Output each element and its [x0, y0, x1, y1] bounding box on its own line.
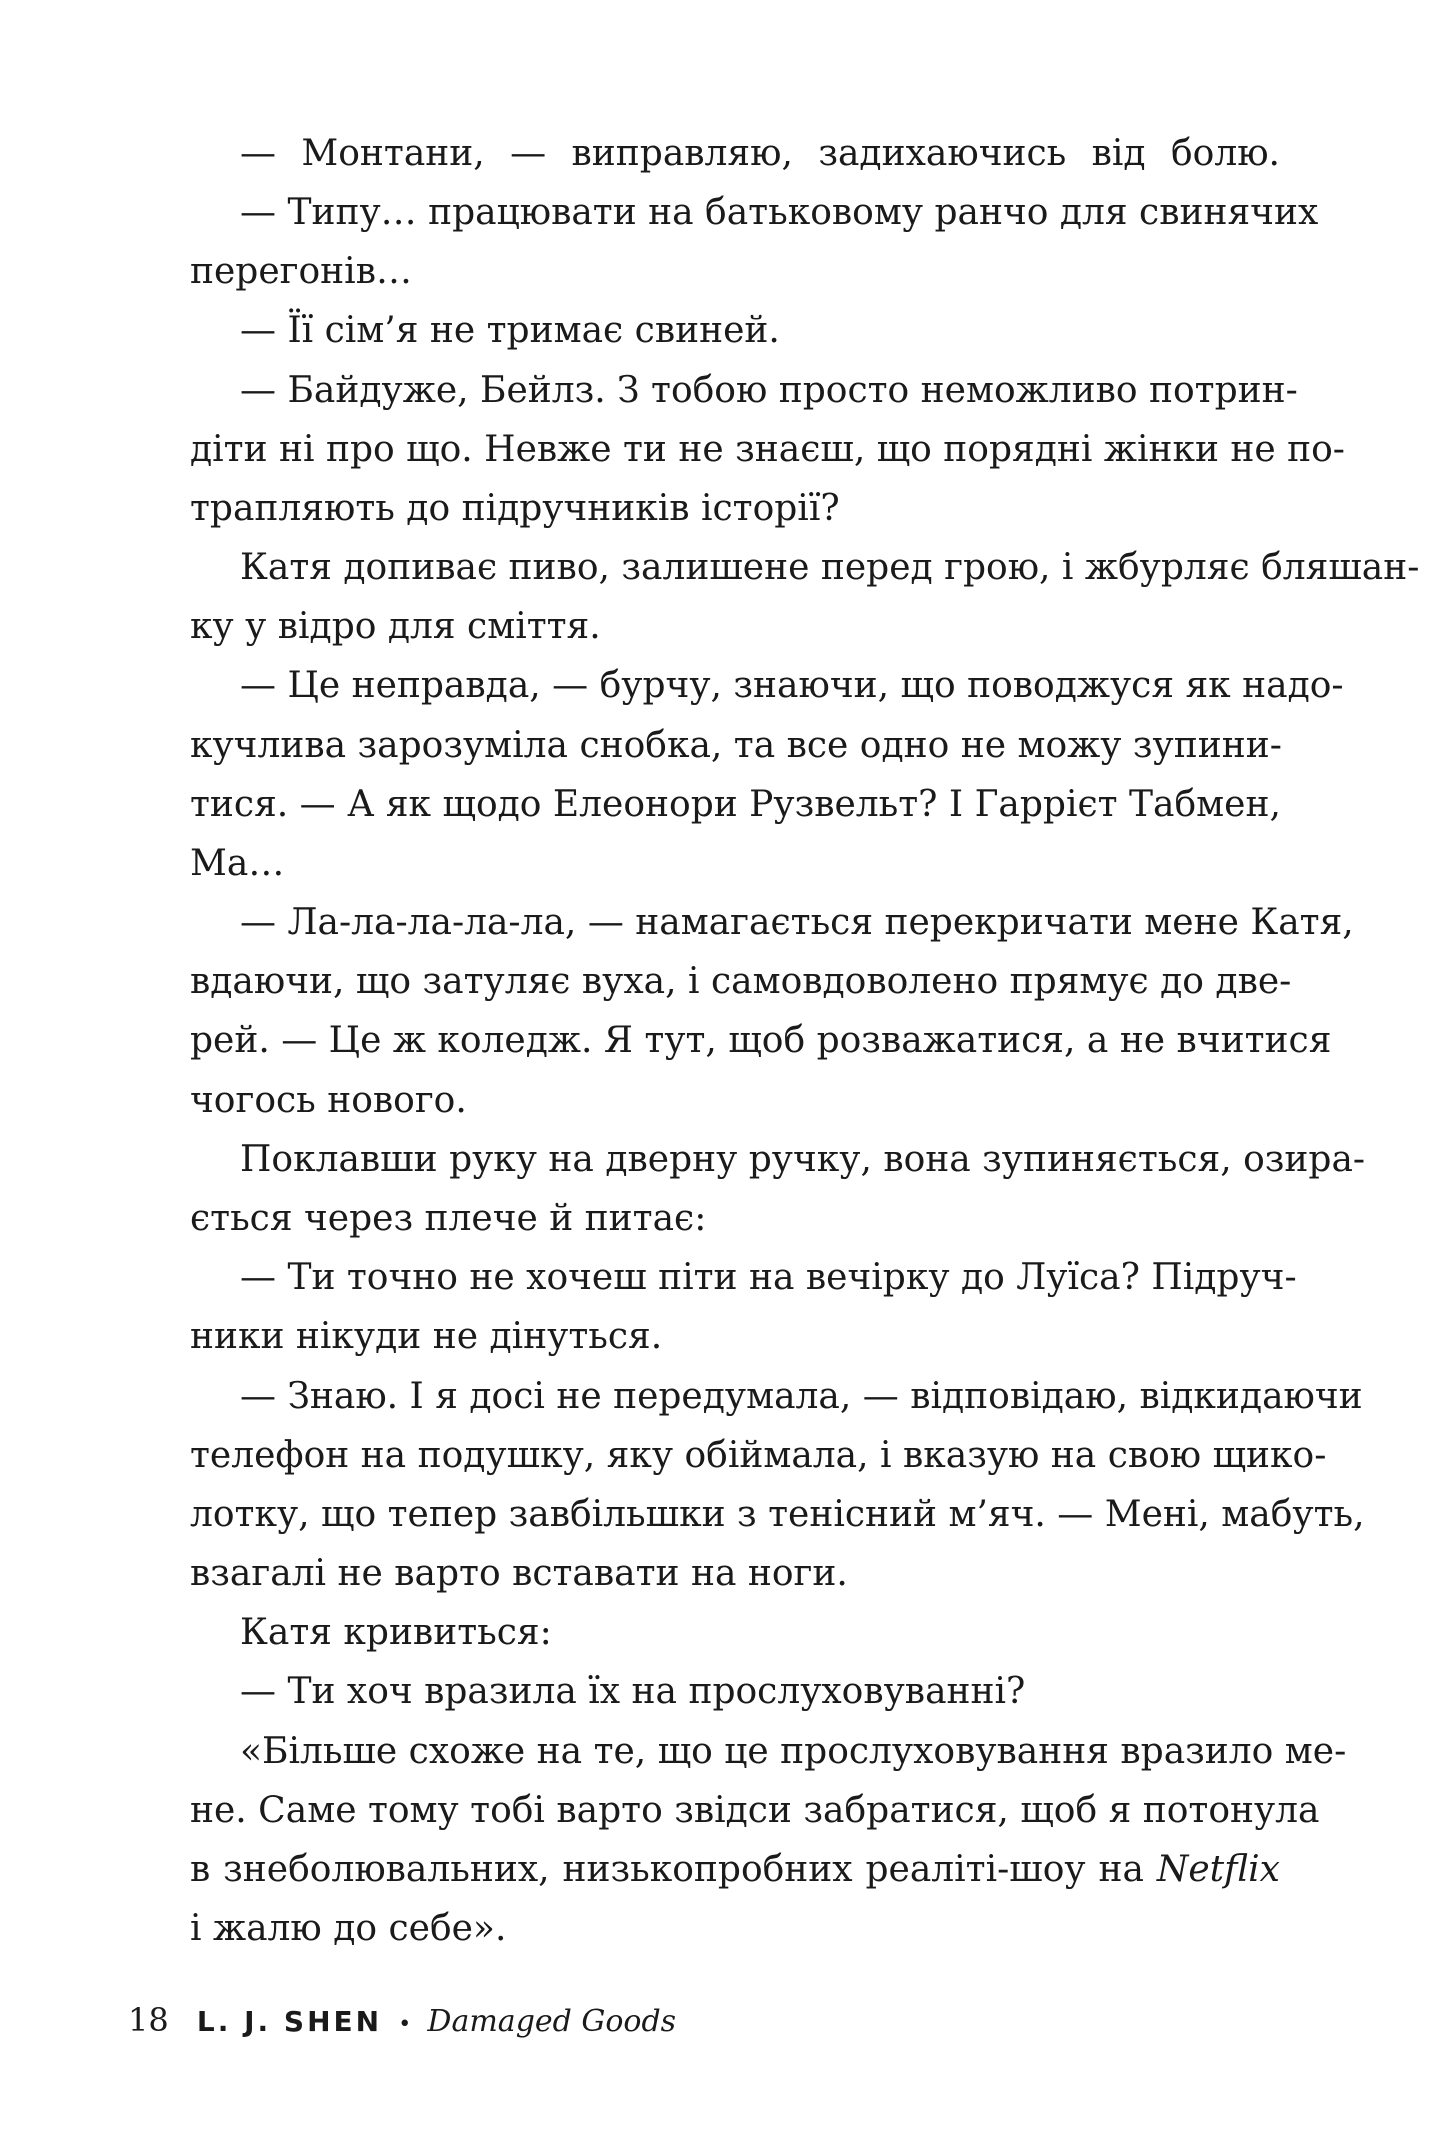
line-text: ку у відро для сміття.	[190, 606, 601, 647]
line-text: ники нікуди не дінуться.	[190, 1316, 663, 1357]
line-text: і жалю до себе».	[190, 1908, 507, 1949]
text-line	[190, 242, 1280, 302]
line-text: вдаючи, що затуляє вуха, і самовдоволено прямує до две-	[190, 961, 1292, 1002]
line-text: — Ла-ла-ла-ла-ла, — намагається перекричати мене Катя,	[240, 902, 1354, 943]
text-line	[190, 1426, 1327, 1486]
text-line	[190, 716, 1280, 776]
line-text: рей. — Це ж коледж. Я тут, щоб розважатися, а не вчитися	[190, 1020, 1332, 1061]
text-line	[190, 1485, 1365, 1545]
text-line	[240, 1248, 1297, 1308]
line-text: в знеболювальних, низькопробних реаліті-шоу на	[190, 1849, 1144, 1890]
text-line	[240, 1130, 1366, 1190]
running-footer	[128, 1995, 676, 2045]
line-text: лотку, що тепер завбільшки з тенісний м’яч. — Мені, мабуть,	[190, 1494, 1365, 1535]
text-line	[190, 1899, 1280, 1959]
line-text: Катя кривиться:	[240, 1612, 552, 1653]
text-line	[190, 834, 1280, 894]
footer-separator: •	[398, 2012, 412, 2037]
line-text: тися. — А як щодо Елеонори Рузвельт? І Гаррієт Табмен,	[190, 784, 1281, 825]
line-text: кучлива зарозуміла снобка, та все одно не можу зупини-	[190, 725, 1282, 766]
line-text: «Більше схоже на те, що це прослуховування вразило ме-	[240, 1731, 1347, 1772]
text-line	[240, 124, 1280, 184]
text-line	[190, 420, 1345, 480]
line-text: — Знаю. І я досі не передумала, — відповідаю, відкидаючи	[240, 1376, 1363, 1417]
text-line	[240, 893, 1354, 953]
text-line	[190, 1071, 1280, 1131]
text-line	[190, 1011, 1332, 1071]
text-line	[190, 775, 1280, 835]
footer-author: L. J. SHEN	[196, 2005, 383, 2038]
text-line	[190, 1781, 1320, 1841]
line-text: Ма…	[190, 843, 285, 884]
line-text: — Типу… працювати на батьковому ранчо для свинячих	[240, 192, 1319, 233]
line-text: діти ні про що. Невже ти не знаєш, що порядні жінки не по-	[190, 429, 1345, 470]
line-text: — Монтани, — виправляю, задихаючись від болю.	[240, 133, 1280, 174]
text-line	[240, 1662, 1280, 1722]
text-line	[240, 1603, 1280, 1663]
text-line	[190, 597, 1280, 657]
line-text: телефон на подушку, яку обіймала, і вказую на свою щико-	[190, 1435, 1327, 1476]
line-text: перегонів…	[190, 251, 412, 292]
line-text: трапляють до підручників історії?	[190, 488, 840, 529]
text-line	[190, 1189, 1280, 1249]
footer-book-title: Damaged Goods	[427, 2004, 677, 2039]
line-text: — Її сім’я не тримає свиней.	[240, 310, 780, 351]
line-text: Катя допиває пиво, залишене перед грою, і жбурляє бляшан-	[240, 547, 1420, 588]
line-text: не. Саме тому тобі варто звідси забратися, щоб я потонула	[190, 1790, 1320, 1831]
line-text: чогось нового.	[190, 1080, 467, 1121]
text-line	[190, 1307, 1280, 1367]
line-text: Поклавши руку на дверну ручку, вона зупиняється, озира-	[240, 1139, 1366, 1180]
text-line	[190, 479, 1280, 539]
line-text: — Ти точно не хочеш піти на вечірку до Луїса? Підруч-	[240, 1257, 1297, 1298]
text-line	[240, 1367, 1363, 1427]
text-line	[240, 1722, 1347, 1782]
line-text: — Це неправда, — бурчу, знаючи, що поводжуся як надо-	[240, 665, 1344, 706]
text-line	[240, 301, 1280, 361]
line-text: ється через плече й питає:	[190, 1198, 707, 1239]
italic-word: Netflix	[1156, 1849, 1280, 1890]
text-line	[240, 183, 1319, 243]
line-text: — Байдуже, Бейлз. З тобою просто неможливо потрин-	[240, 370, 1298, 411]
text-line	[190, 1840, 1280, 1900]
text-line	[240, 361, 1298, 421]
line-text: — Ти хоч вразила їх на прослуховуванні?	[240, 1671, 1026, 1712]
line-text: взагалі не варто вставати на ноги.	[190, 1553, 848, 1594]
text-line	[190, 1544, 1280, 1604]
text-line	[190, 952, 1292, 1012]
text-line	[240, 656, 1344, 716]
text-line	[240, 538, 1420, 598]
page-number: 18	[128, 2001, 169, 2039]
